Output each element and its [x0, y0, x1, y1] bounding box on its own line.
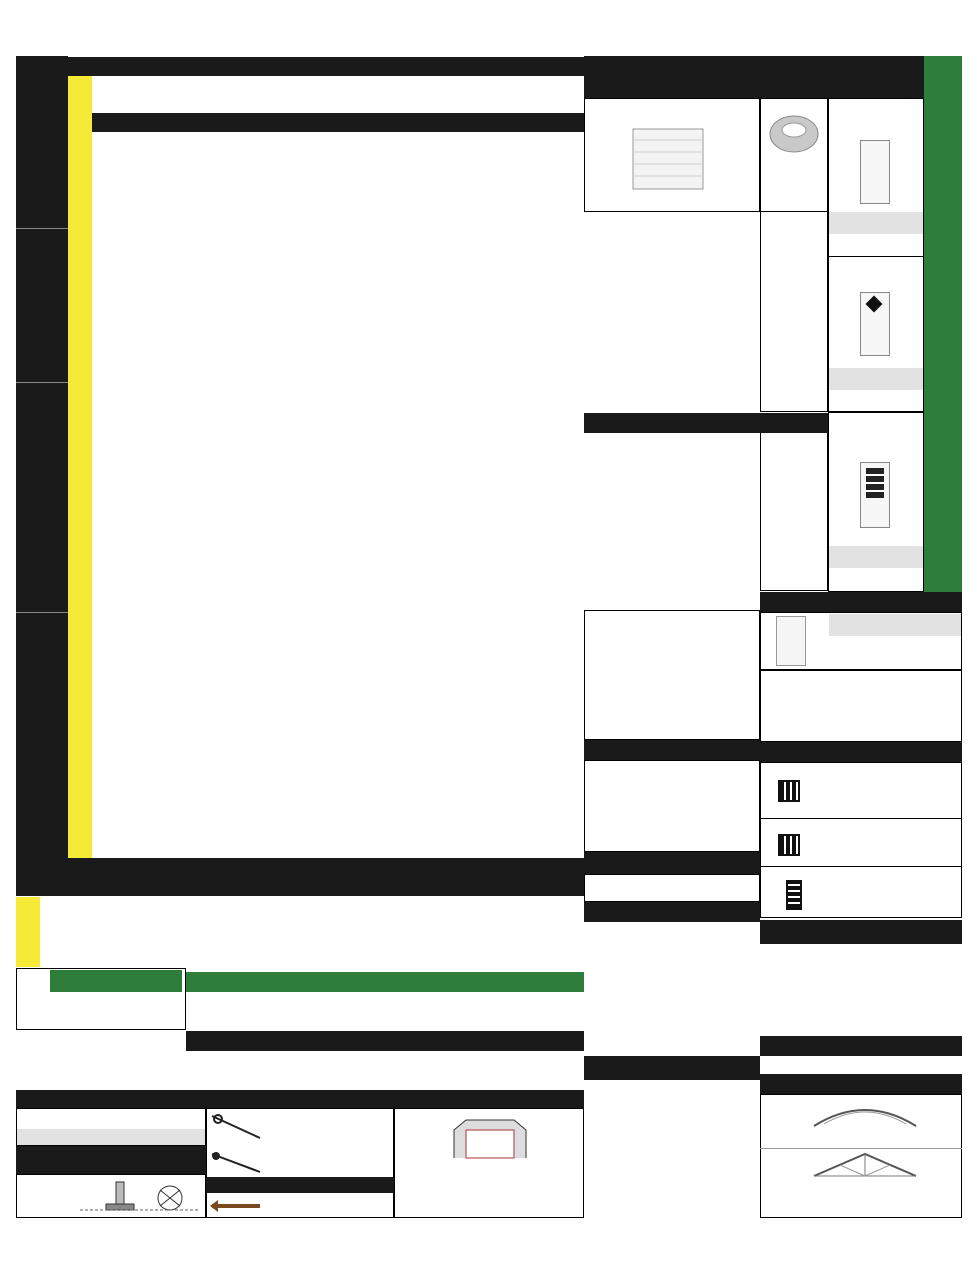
- special-orders-title: [584, 740, 760, 760]
- truss-12-24-icon: [810, 1098, 920, 1128]
- vertical-roof-title: [92, 113, 584, 132]
- truss-26-30-icon: [810, 1150, 920, 1178]
- double-pane-window-icon: [778, 834, 800, 856]
- build-over-title: [468, 1031, 584, 1051]
- wainscot-end-label: [20, 864, 138, 873]
- single-pane-window-icon: [778, 780, 800, 802]
- walkin-door-icon: [860, 140, 890, 204]
- header-seal-icon: [768, 112, 820, 156]
- bracket-diagram-icon: [80, 1176, 200, 1216]
- texas-cuts-title: [394, 1090, 584, 1108]
- anchors-title: [206, 1090, 394, 1108]
- texas-cut-icon: [440, 1118, 540, 1160]
- commercial-title: [584, 413, 828, 433]
- heavy-duty-title: [760, 592, 962, 612]
- end-wall-title: [584, 852, 760, 874]
- horizontal-roof-title: [68, 57, 584, 76]
- leg-height-note-strip: [924, 56, 962, 592]
- connection-note: [20, 1044, 180, 1059]
- heavy-duty-door-icon: [776, 616, 806, 666]
- generic-plans-strip: [68, 76, 92, 858]
- connection-fee-title: [186, 1031, 468, 1051]
- extra-trusses-title: [760, 1074, 962, 1094]
- mobile-anchor-icon: [210, 1112, 262, 1142]
- gable-title: [584, 902, 760, 922]
- extended-gable-title: [584, 1056, 760, 1080]
- welded-brackets-header: [16, 1146, 206, 1174]
- panel-upgrade-title: [16, 1090, 206, 1108]
- rollup-door-icon: [632, 128, 704, 190]
- windows-title: [760, 742, 962, 762]
- horizontal-unit-header: [50, 970, 182, 992]
- sides-ends-fee-title: [186, 972, 584, 992]
- tall-window-icon: [786, 880, 802, 910]
- concrete-anchor-icon: [210, 1198, 262, 1214]
- left-sidebar: [16, 56, 68, 896]
- concrete-anchors-title: [206, 1177, 394, 1193]
- asphalt-anchor-icon: [210, 1150, 262, 1176]
- color-screws-title: [760, 1036, 962, 1056]
